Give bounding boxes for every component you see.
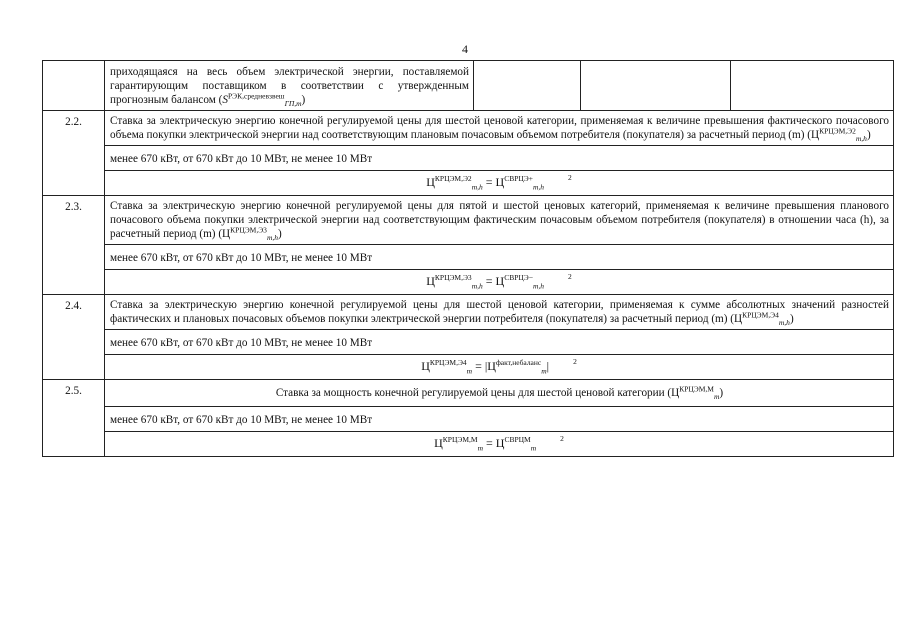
formula-cell <box>105 270 894 295</box>
formula: $Ц^{КРЦЭМ,Э3}_{m,h} = Ц^{СВРЦЭ-}_{m,h}^2$ <box>426 272 572 291</box>
power-categories: менее 670 кВт, от 670 кВт до 10 МВт, не менее 10 МВт <box>105 330 894 355</box>
balance-symbol-sub: ГП,m <box>284 99 302 109</box>
table-row-formula <box>43 171 894 196</box>
section-number: 2.5. <box>43 380 105 457</box>
table-row-section-title <box>43 196 894 245</box>
section-title: Ставка за электрическую энергию конечной регулируемой цены для пятой и шестой ценовых категорий, применяемая к величине превышения планового почасового объема покупки электрической энергии над соответствующим фактическим почасовым объемом потребителя (покупателя) в отношении часа (h), за расчетный период (m) $(Ц^{КРЦЭМ,Э3}_{m,h})$ <box>105 196 894 245</box>
section-title: Ставка за мощность конечной регулируемой цены для шестой ценовой категории $(Ц^{КРЦЭМ,М}_m)$ <box>105 380 894 407</box>
balance-symbol: S <box>222 94 228 106</box>
power-categories: менее 670 кВт, от 670 кВт до 10 МВт, не менее 10 МВт <box>105 146 894 171</box>
formula: $Ц^{КРЦЭМ,Э2}_{m,h} = Ц^{СВРЦЭ+}_{m,h}^2$ <box>426 173 572 192</box>
section-title: Ставка за электрическую энергию конечной регулируемой цены для шестой ценовой категории, применяемая к сумме абсолютных значений разностей фактических и плановых почасовых объемов покупки электрической энергии потребителя (покупателя) за расчетный период (m) $(Ц^{КРЦЭМ,Э4}_{m,h})$ <box>105 295 894 330</box>
formula-cell <box>105 355 894 380</box>
tariff-table <box>42 60 894 457</box>
formula-footnote-mark: 2 <box>568 173 572 182</box>
page-number: 4 <box>462 42 468 56</box>
value-cell-3 <box>731 61 894 111</box>
power-categories: менее 670 кВт, от 670 кВт до 10 МВт, не менее 10 МВт <box>105 245 894 270</box>
formula-cell <box>105 432 894 457</box>
table-row-formula <box>43 270 894 295</box>
formula-footnote-mark: 2 <box>560 434 564 443</box>
section-number: 2.4. <box>43 295 105 380</box>
power-categories: менее 670 кВт, от 670 кВт до 10 МВт, не менее 10 МВт <box>105 407 894 432</box>
continuation-text: приходящаяся на весь объем электрической энергии, поставляемой гарантирующим поставщиком в соответствии с утвержденным прогнозным балансом ( <box>110 66 469 106</box>
table-row-formula <box>43 355 894 380</box>
section-number: 2.2. <box>43 111 105 196</box>
section-title: Ставка за электрическую энергию конечной регулируемой цены для шестой ценовой категории, применяемая к величине превышения фактического почасового объема покупки электрической энергии над соответствующим плановым почасовым объемом потребителя (покупателя) за расчетный период (m) $(Ц^{КРЦЭМ,Э2}_{m,h})$ <box>105 111 894 146</box>
formula-footnote-mark: 2 <box>573 357 577 366</box>
table-row-section-title <box>43 111 894 146</box>
formula-cell <box>105 171 894 196</box>
formula: $Ц^{КРЦЭМ,Э4}_m = |Ц^{факт,небаланс}_m|$ $^2$ <box>421 357 577 376</box>
balance-symbol-sup: РЭК,средневзвеш <box>227 91 285 101</box>
section-number: 2.3. <box>43 196 105 295</box>
table-row-section-title <box>43 380 894 407</box>
formula: $Ц^{КРЦЭМ,М}_m = Ц^{СВРЦМ}_m^2$ <box>434 434 564 453</box>
description-cell: приходящаяся на весь объем электрической энергии, поставляемой гарантирующим поставщиком в соответствии с утвержденным прогнозным балансом $(S^{РЭК,средневзвеш}_{ГП,m})$ <box>105 61 474 111</box>
table-row-continuation <box>43 61 894 111</box>
table-row-categories <box>43 407 894 432</box>
number-cell-empty <box>43 61 105 111</box>
table-row-formula <box>43 432 894 457</box>
value-cell-2 <box>581 61 731 111</box>
table-row-section-title <box>43 295 894 330</box>
value-cell-1 <box>474 61 581 111</box>
table-row-categories <box>43 245 894 270</box>
formula-footnote-mark: 2 <box>568 272 572 281</box>
table-row-categories <box>43 146 894 171</box>
table-row-categories <box>43 330 894 355</box>
